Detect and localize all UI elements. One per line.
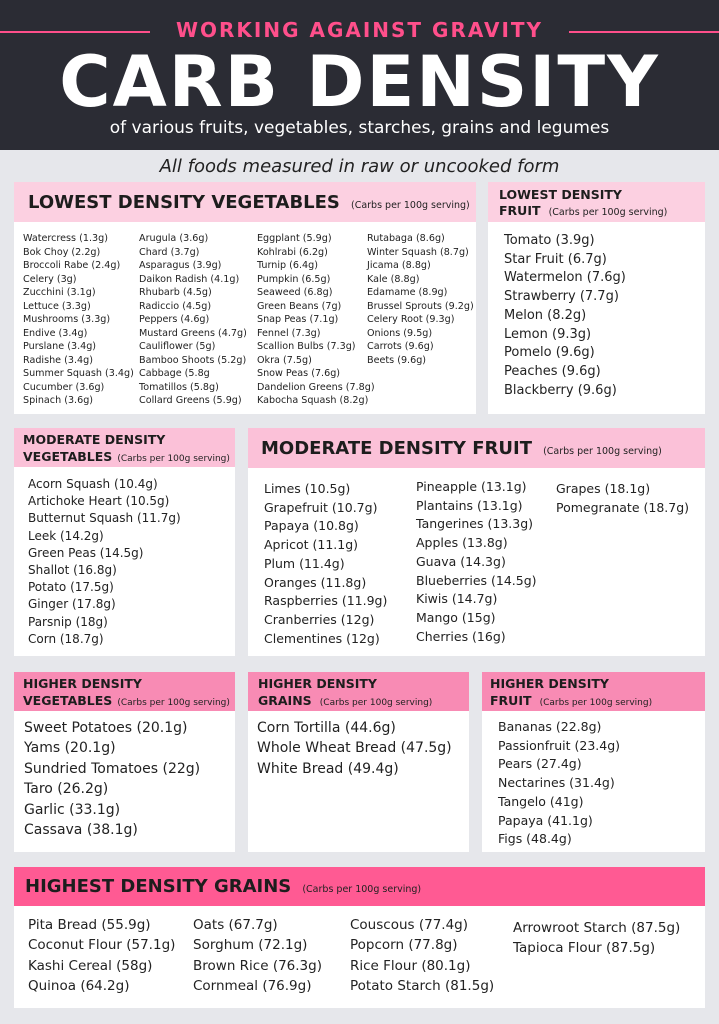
list-item: Winter Squash (8.7g) <box>367 246 469 258</box>
list-item: Seaweed (6.8g) <box>257 287 333 298</box>
list-item: Tomato (3.9g) <box>504 233 595 248</box>
list-item: Purslane (3.4g) <box>23 341 97 352</box>
higher-veg-title-line1: HIGHER DENSITY <box>23 676 142 691</box>
list-item: Tangelo (41g) <box>498 793 584 809</box>
list-item: Kohlrabi (6.2g) <box>257 246 328 258</box>
list-item: Yams (20.1g) <box>24 740 116 757</box>
moderate-fruit-col-2 <box>416 478 556 648</box>
page-subtitle: of various fruits, vegetables, starches, grains and legumes <box>109 118 610 138</box>
list-item: Nectarines (31.4g) <box>498 775 615 791</box>
higher-veg-header <box>14 672 235 711</box>
higher-fruit-list <box>498 718 620 849</box>
lowest-veg-col-1 <box>23 232 139 408</box>
lowest-fruit-title-line2: FRUIT <box>499 203 541 218</box>
higher-grains-list <box>257 718 452 779</box>
list-item: Plantains (13.1g) <box>416 497 523 513</box>
list-item: Broccoli Rabe (2.4g) <box>23 260 121 271</box>
lowest-veg-title: LOWEST DENSITY VEGETABLES <box>28 192 340 213</box>
list-item: Snap Peas (7.1g) <box>257 314 339 325</box>
list-item: Spinach (3.6g) <box>23 395 94 406</box>
list-item: Asparagus (3.9g) <box>139 260 222 271</box>
list-item: Figs (48.4g) <box>498 831 572 847</box>
list-item: Corn Tortilla (44.6g) <box>257 720 396 736</box>
list-item: Clementines (12g) <box>264 630 380 646</box>
list-item: Cornmeal (76.9g) <box>193 978 312 995</box>
higher-veg-list <box>24 718 200 840</box>
list-item: Tomatillos (5.8g) <box>139 381 219 393</box>
list-item: Papaya (41.1g) <box>498 812 593 828</box>
list-item: Zucchini (3.1g) <box>23 287 96 298</box>
highest-grains-col-3 <box>350 915 513 997</box>
list-item: Potato (17.5g) <box>28 580 114 595</box>
higher-fruit-title-line2: FRUIT <box>490 693 532 708</box>
list-item: Garlic (33.1g) <box>24 801 121 818</box>
moderate-fruit-card <box>248 428 705 656</box>
lowest-veg-col-4 <box>367 232 475 408</box>
list-item: Raspberries (11.9g) <box>264 593 388 609</box>
list-item: Shallot (16.8g) <box>28 563 117 578</box>
list-item: Sorghum (72.1g) <box>193 937 308 954</box>
list-item: Limes (10.5g) <box>264 481 351 496</box>
serving-note: (Carbs per 100g serving) <box>539 698 653 708</box>
list-item: Carrots (9.6g) <box>367 341 434 352</box>
moderate-fruit-title: MODERATE DENSITY FRUIT <box>261 438 532 459</box>
list-item: Pineapple (13.1g) <box>416 479 527 494</box>
list-item: Leek (14.2g) <box>28 528 104 543</box>
header-eyebrow: WORKING AGAINST GRAVITY <box>175 18 544 42</box>
list-item: Guava (14.3g) <box>416 553 506 569</box>
higher-fruit-header <box>482 672 705 711</box>
lowest-fruit-col <box>504 232 626 400</box>
higher-grains-title-line2: GRAINS <box>258 693 312 708</box>
moderate-fruit-header <box>248 428 705 468</box>
lowest-veg-col-3 <box>257 232 375 408</box>
list-item: Green Peas (14.5g) <box>28 545 144 560</box>
list-item: Kashi Cereal (58g) <box>28 957 153 974</box>
list-item: Grapefruit (10.7g) <box>264 499 378 515</box>
list-item: Arrowroot Starch (87.5g) <box>513 920 681 936</box>
list-item: Dandelion Greens (7.8g) <box>257 381 375 393</box>
page-title: CARB DENSITY <box>59 41 660 123</box>
lowest-veg-header <box>14 182 476 222</box>
serving-note: (Carbs per 100g serving) <box>117 454 230 464</box>
list-item: Corn (18.7g) <box>28 631 104 646</box>
moderate-veg-col <box>28 476 181 648</box>
list-item: Brown Rice (76.3g) <box>193 957 322 974</box>
list-item: Jicama (8.8g) <box>367 260 431 271</box>
highest-grains-col-1 <box>28 915 193 997</box>
higher-veg-title-line2: VEGETABLES <box>23 693 113 708</box>
list-item: Scallion Bulbs (7.3g) <box>257 341 356 352</box>
highest-grains-list <box>28 915 680 997</box>
higher-fruit-title-line1: HIGHER DENSITY <box>490 676 609 691</box>
list-item: Brussel Sprouts (9.2g) <box>367 300 474 312</box>
list-item: Parsnip (18g) <box>28 614 108 629</box>
list-item: Couscous (77.4g) <box>350 917 468 933</box>
list-item: Oranges (11.8g) <box>264 574 367 590</box>
higher-fruit-col <box>498 718 620 849</box>
lowest-fruit-header <box>488 182 705 222</box>
highest-grains-col-2 <box>193 915 350 997</box>
list-item: Taro (26.2g) <box>24 781 109 798</box>
list-item: Watercress (1.3g) <box>23 233 108 244</box>
list-item: Melon (8.2g) <box>504 307 587 323</box>
list-item: Passionfruit (23.4g) <box>498 737 621 753</box>
list-item: Bok Choy (2.2g) <box>23 246 101 258</box>
list-item: Peaches (9.6g) <box>504 363 601 379</box>
list-item: Radishe (3.4g) <box>23 354 93 366</box>
list-item: Turnip (6.4g) <box>257 260 318 271</box>
list-item: Acorn Squash (10.4g) <box>28 477 158 491</box>
list-item: Okra (7.5g) <box>257 354 312 366</box>
list-item: Coconut Flour (57.1g) <box>28 937 176 954</box>
highest-grains-col-4 <box>513 915 680 997</box>
highest-grains-title: HIGHEST DENSITY GRAINS <box>25 876 292 897</box>
serving-note: (Carbs per 100g serving) <box>548 207 668 218</box>
moderate-veg-card <box>14 428 235 656</box>
serving-note: (Carbs per 100g serving) <box>350 200 470 211</box>
list-item: Bamboo Shoots (5.2g) <box>139 354 247 366</box>
list-item: Watermelon (7.6g) <box>504 270 626 286</box>
serving-note: (Carbs per 100g serving) <box>543 446 662 457</box>
list-item: Pita Bread (55.9g) <box>28 917 151 933</box>
lowest-fruit-title-line1: LOWEST DENSITY <box>499 187 622 202</box>
list-item: Pomegranate (18.7g) <box>556 499 690 515</box>
list-item: Rutabaga (8.6g) <box>367 233 445 244</box>
serving-note: (Carbs per 100g serving) <box>117 698 230 708</box>
list-item: Blackberry (9.6g) <box>504 382 617 398</box>
list-item: Cherries (16g) <box>416 628 506 644</box>
moderate-veg-title-line1: MODERATE DENSITY <box>23 432 166 447</box>
list-item: Daikon Radish (4.1g) <box>139 273 240 285</box>
moderate-fruit-col-3 <box>556 478 689 648</box>
list-item: Fennel (7.3g) <box>257 327 321 339</box>
moderate-veg-title-line2: VEGETABLES <box>23 449 113 464</box>
list-item: Sweet Potatoes (20.1g) <box>24 720 188 736</box>
list-item: Radiccio (4.5g) <box>139 300 212 312</box>
list-item: Artichoke Heart (10.5g) <box>28 494 170 509</box>
list-item: Mushrooms (3.3g) <box>23 314 111 325</box>
list-item: Kiwis (14.7g) <box>416 591 498 607</box>
list-item: Beets (9.6g) <box>367 354 427 366</box>
list-item: Pomelo (9.6g) <box>504 345 595 361</box>
list-item: Lettuce (3.3g) <box>23 300 91 312</box>
list-item: Arugula (3.6g) <box>139 233 209 244</box>
list-item: Cranberries (12g) <box>264 611 375 627</box>
list-item: Strawberry (7.7g) <box>504 289 619 305</box>
list-item: Grapes (18.1g) <box>556 481 651 496</box>
list-item: Apricot (11.1g) <box>264 537 359 553</box>
list-item: Onions (9.5g) <box>367 327 433 339</box>
list-item: Cassava (38.1g) <box>24 822 138 839</box>
moderate-veg-list <box>28 476 181 648</box>
measurement-note: All foods measured in raw or uncooked form <box>159 156 560 177</box>
serving-note: (Carbs per 100g serving) <box>302 884 422 895</box>
list-item: Quinoa (64.2g) <box>28 978 130 995</box>
moderate-fruit-list <box>264 478 689 648</box>
list-item: Kale (8.8g) <box>367 273 420 285</box>
page-header <box>0 0 719 150</box>
list-item: Endive (3.4g) <box>23 327 88 339</box>
list-item: Mustard Greens (4.7g) <box>139 327 247 339</box>
list-item: Edamame (8.9g) <box>367 287 448 298</box>
list-item: Papaya (10.8g) <box>264 518 359 534</box>
lowest-fruit-card <box>488 182 705 414</box>
list-item: Tangerines (13.3g) <box>416 516 534 532</box>
list-item: Whole Wheat Bread (47.5g) <box>257 740 452 757</box>
highest-grains-card <box>14 867 705 1008</box>
list-item: Butternut Squash (11.7g) <box>28 511 181 526</box>
higher-grains-title-line1: HIGHER DENSITY <box>258 676 377 691</box>
list-item: Green Beans (7g) <box>257 300 342 312</box>
list-item: Ginger (17.8g) <box>28 597 116 612</box>
list-item: Snow Peas (7.6g) <box>257 368 341 379</box>
list-item: Celery (3g) <box>23 273 77 285</box>
lowest-veg-list <box>23 232 475 408</box>
moderate-fruit-col-1 <box>264 478 416 648</box>
list-item: Lemon (9.3g) <box>504 326 592 342</box>
lowest-veg-card <box>14 182 476 414</box>
list-item: Celery Root (9.3g) <box>367 314 455 325</box>
list-item: Cabbage (5.8g <box>139 368 210 379</box>
list-item: Cucumber (3.6g) <box>23 381 105 393</box>
list-item: Apples (13.8g) <box>416 535 508 551</box>
list-item: Blueberries (14.5g) <box>416 572 537 588</box>
list-item: Star Fruit (6.7g) <box>504 251 607 267</box>
list-item: Summer Squash (3.4g) <box>23 368 134 379</box>
list-item: Collard Greens (5.9g) <box>139 395 242 406</box>
list-item: Pears (27.4g) <box>498 756 582 772</box>
higher-veg-col <box>24 718 200 840</box>
list-item: Kabocha Squash (8.2g) <box>257 395 369 406</box>
list-item: Plum (11.4g) <box>264 555 345 571</box>
moderate-veg-header <box>14 428 235 467</box>
list-item: Oats (67.7g) <box>193 917 278 933</box>
higher-veg-card <box>14 672 235 852</box>
list-item: Popcorn (77.8g) <box>350 937 458 954</box>
list-item: White Bread (49.4g) <box>257 760 399 777</box>
list-item: Peppers (4.6g) <box>139 314 210 325</box>
highest-grains-header <box>14 867 705 906</box>
list-item: Eggplant (5.9g) <box>257 233 332 244</box>
higher-grains-col <box>257 718 452 779</box>
list-item: Pumpkin (6.5g) <box>257 273 331 285</box>
list-item: Rice Flour (80.1g) <box>350 957 471 974</box>
list-item: Bananas (22.8g) <box>498 719 602 734</box>
list-item: Tapioca Flour (87.5g) <box>513 940 656 957</box>
list-item: Cauliflower (5g) <box>139 341 216 352</box>
list-item: Potato Starch (81.5g) <box>350 978 495 995</box>
list-item: Mango (15g) <box>416 609 496 625</box>
list-item: Rhubarb (4.5g) <box>139 287 212 298</box>
higher-grains-header <box>248 672 469 711</box>
higher-grains-card <box>248 672 469 852</box>
list-item: Chard (3.7g) <box>139 246 200 258</box>
lowest-fruit-list <box>504 232 626 400</box>
lowest-veg-col-2 <box>139 232 257 408</box>
higher-fruit-card <box>482 672 705 852</box>
list-item: Sundried Tomatoes (22g) <box>24 760 201 777</box>
serving-note: (Carbs per 100g serving) <box>319 698 433 708</box>
